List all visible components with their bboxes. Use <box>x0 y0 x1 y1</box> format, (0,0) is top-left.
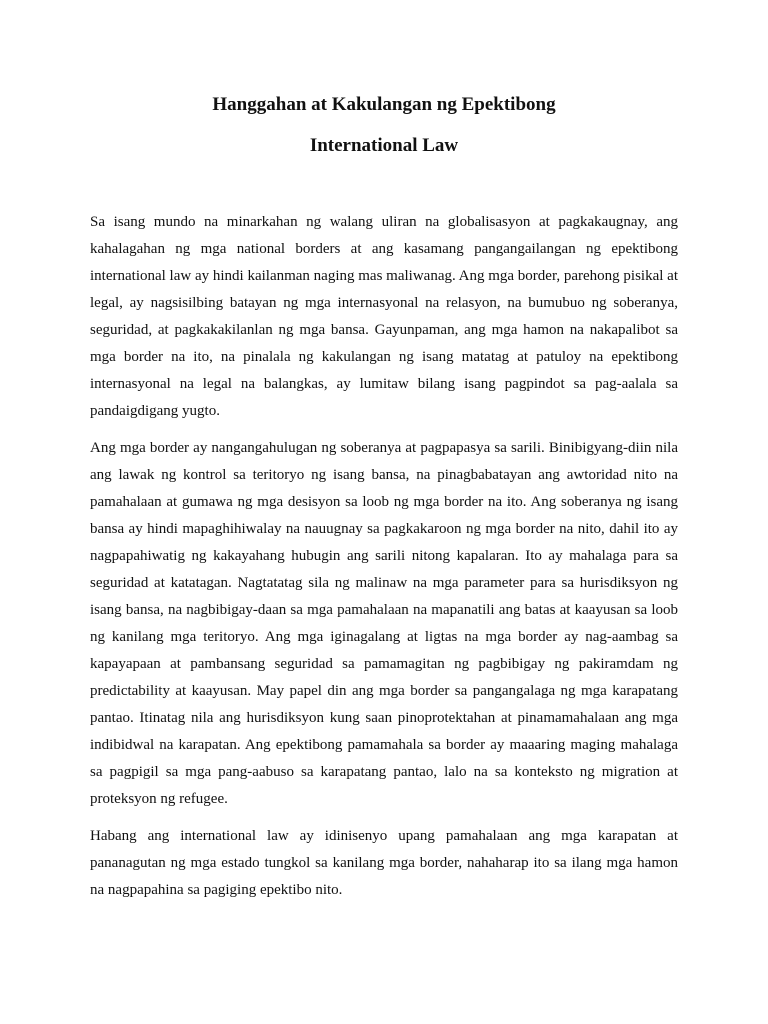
document-title-line-1: Hanggahan at Kakulangan ng Epektibong <box>212 94 556 115</box>
document-title-line-2: International Law <box>309 135 459 156</box>
paragraph-2: Ang mga border ay nangangahulugan ng soberanya at pagpapasya sa sarili. Binibigyang-diin nila ang lawak ng kontrol sa teritoryo ng isang bansa, na pinagbabatayan ang awtoridad nito na pamahalaan at gumawa ng mga desisyon sa loob ng mga border na ito. Ang soberanya ng isang bansa ay hindi mapaghihiwalay na nauugnay sa pagkakaroon ng mga border na nito, dahil ito ay nagpapahiwatig ng kakayahang hubugin ang sarili nitong kapalaran. Ito ay mahalaga para sa seguridad at katatagan. Nagtatatag sila ng malinaw na mga parameter para sa hurisdiksyon ng isang bansa, na nagbibigay-daan sa mga pamahalaan na mapanatili ang batas at kaayusan sa loob ng kanilang mga teritoryo. Ang mga iginagalang at ligtas na mga border ay nag-aambag sa kapayapaan at pambansang seguridad sa pamamagitan ng pagbibigay ng pakiramdam ng predictability at kaayusan. May papel din ang mga border sa pangangalaga ng mga karapatang pantao. Itinatag nila ang hurisdiksyon kung saan pinoprotektahan at pinamamahalaan ang mga indibidwal na karapatan. Ang epektibong pamamahala sa border ay maaaring maging mahalaga sa pagpigil sa mga pang-aabuso sa karapatang pantao, lalo na sa konteksto ng migration at proteksyon ng refugee. <box>90 440 678 807</box>
paragraph-1: Sa isang mundo na minarkahan ng walang uliran na globalisasyon at pagkakaugnay, ang kahalagahan ng mga national borders at ang kasamang pangangailangan ng epektibong international law ay hindi kailanman naging mas maliwanag. Ang mga border, parehong pisikal at legal, ay nagsisilbing batayan ng mga internasyonal na relasyon, na bumubuo ng soberanya, seguridad, at pagkakakilanlan ng mga bansa. Gayunpaman, ang mga hamon na nakapalibot sa mga border na ito, na pinalala ng kakulangan ng isang matatag at patuloy na epektibong internasyonal na legal na balangkas, ay lumitaw bilang isang pagpindot sa pag-aalala sa pandaigdigang yugto. <box>90 214 678 419</box>
paragraph-3: Habang ang international law ay idinisenyo upang pamahalaan ang mga karapatan at pananagutan ng mga estado tungkol sa kanilang mga border, nahaharap ito sa ilang mga hamon na nagpapahina sa pagiging epektibo nito. <box>90 828 678 898</box>
document-body <box>90 209 678 914</box>
